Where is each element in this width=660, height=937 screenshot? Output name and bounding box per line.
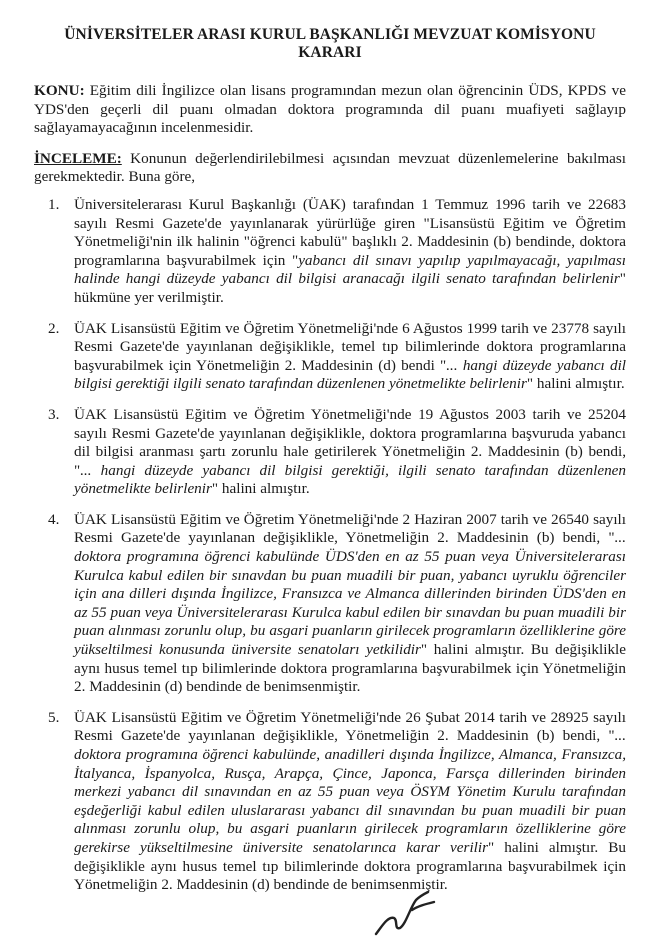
list-item xyxy=(34,709,626,895)
list-item xyxy=(34,406,626,499)
list-item xyxy=(34,511,626,697)
list-item-text-end: " halini almıştır. Bu değişiklikle aynı husus temel tıp bilimlerinde doktora programlarına başvurabilmek için Yönetmeliğin 2. Maddesinin (d) bendinde de benimsenmiştir. xyxy=(74,838,626,894)
list-item-number: 3. xyxy=(48,405,60,423)
handwritten-signature xyxy=(372,888,442,936)
regulation-list xyxy=(34,196,626,895)
list-item-number: 1. xyxy=(48,195,60,213)
list-item-text: ÜAK Lisansüstü Eğitim ve Öğretim Yönetmeliği'nde 2 Haziran 2007 tarih ve 26540 sayılı Resmi Gazete'de yayınlanan değişiklikle, Yönetmeliğin 2. Maddesinin (b) bendi, " xyxy=(74,510,626,547)
list-item-text: Üniversitelerarası Kurul Başkanlığı (ÜAK) tarafından 1 Temmuz 1996 tarih ve 22683 sayılı Resmi Gazete'de yayınlanarak yürürlüğe giren "Lisansüstü Eğitim ve Öğretim Yönetmeliği'nin ilk halinin "öğrenci kabulü" başlıklı 2. Maddesinin (b) bendinde, doktora programlarına başvurabilmek için " xyxy=(74,195,626,269)
inceleme-text: Konunun değerlendirilebilmesi açısından mevzuat düzenlemelerine bakılması gerekmektedir. Buna göre, xyxy=(34,149,626,186)
list-item-text-end: " hükmüne yer verilmiştir. xyxy=(74,270,626,306)
list-item xyxy=(34,196,626,308)
list-item-text-end: " halini almıştır. xyxy=(211,480,310,498)
inceleme-label: İNCELEME: xyxy=(34,149,122,167)
list-item-quote: ... doktora programına öğrenci kabulünde, anadilleri dışında İngilizce, Almanca, Fransızca, İtalyanca, İspanyolca, Rusça, Arapça, Çince, Japonca, Farsça dillerinden birinden merkezi yabancı dil sınavından en az 55 puan veya ÖSYM Yönetim Kurulu tarafından eşdeğerliği kabul edilen uluslararası yabancı dil sınavından bu puan muadili bir puan alınması zorunlu olup, bu asgari puanların girilecek programların özelliklerine göre gerekirse yükseltilmesine üniversite senatolarınca karar verilir xyxy=(74,727,626,856)
list-item-text: ÜAK Lisansüstü Eğitim ve Öğretim Yönetmeliği'nde 19 Ağustos 2003 tarih ve 25204 sayılı Resmi Gazete'de yayınlanan değişiklikle, doktora programlarına başvuruda yabancı dil bilgisi aranması şartı zorunlu hale getirilerek Yönetmeliğin 2. Maddesinin (b) bendi, " xyxy=(74,405,626,479)
konu-paragraph xyxy=(34,82,626,138)
list-item-text: ÜAK Lisansüstü Eğitim ve Öğretim Yönetmeliği'nde 26 Şubat 2014 tarih ve 28925 sayılı Resmi Gazete'de yayınlanan değişiklikle, Yönetmeliğin 2. Maddesinin (b) bendi, " xyxy=(74,708,626,745)
list-item-text: ÜAK Lisansüstü Eğitim ve Öğretim Yönetmeliği'nde 6 Ağustos 1999 tarih ve 23778 sayılı Resmi Gazete'de yayınlanan değişiklikle, temel tıp bilimlerinde doktora programlarına başvurabilmek için Yönetmeliğin 2. Maddesinin (d) bendi " xyxy=(74,319,626,374)
konu-text: Eğitim dili İngilizce olan lisans programından mezun olan öğrencinin ÜDS, KPDS ve YDS'den geçerli dil puanı olmadan doktora programında dil puanı muafiyeti sağlayıp sağlayamayacağının incelenmesidir. xyxy=(34,82,626,137)
list-item-text-end: " halini almıştır. Bu değişiklikle aynı husus temel tıp bilimlerinde doktora programlarına başvurabilmek için Yönetmeliğin 2. Maddesinin (d) bendinde de benimsenmiştir. xyxy=(74,641,627,696)
signature-stroke xyxy=(376,892,434,934)
konu-label: KONU: xyxy=(34,82,85,99)
list-item-quote: yabancı dil sınavı yapılıp yapılmayacağı, yapılması halinde hangi düzeyde yabancı dil bilgisi aranacağı ilgili senato tarafından belirlenir xyxy=(74,251,626,288)
list-item-number: 2. xyxy=(48,319,60,337)
list-item-text-end: " halini almıştır. xyxy=(526,375,625,393)
inceleme-paragraph xyxy=(34,150,626,187)
list-item-quote: ... hangi düzeyde yabancı dil bilgisi gerektiği, ilgili senato tarafından düzenlenen yönetmelikte belirlenir xyxy=(74,461,626,498)
list-item-number: 5. xyxy=(48,708,60,726)
list-item-number: 4. xyxy=(48,510,60,528)
list-item xyxy=(34,320,626,394)
list-item-quote: ... hangi düzeyde yabancı dil bilgisi gerektiği ilgili senato tarafından düzenlenen yönetmelikte belirlenir xyxy=(74,356,627,393)
list-item-quote: ... doktora programına öğrenci kabulünde ÜDS'den en az 55 puan veya Üniversitelerarası Kurulca kabul edilen bir sınavdan bu puan muadili bir puan, yabancı uyruklu öğrenciler için ana dilleri dışında İngilizce, Fransızca ve Almanca dillerinden birinden ÜDS'den en az 55 puan veya Üniversitelerarası Kurulca kabul edilen bir sınavdan bu puan muadili bir puan alınması zorunlu olup, bu asgari puanların girilecek programların özelliklerine göre yükseltilmesi konusunda üniversite senatoları yetkilidir xyxy=(74,529,626,659)
document-title: ÜNİVERSİTELER ARASI KURUL BAŞKANLIĞI MEVZUAT KOMİSYONU KARARI xyxy=(64,26,596,61)
